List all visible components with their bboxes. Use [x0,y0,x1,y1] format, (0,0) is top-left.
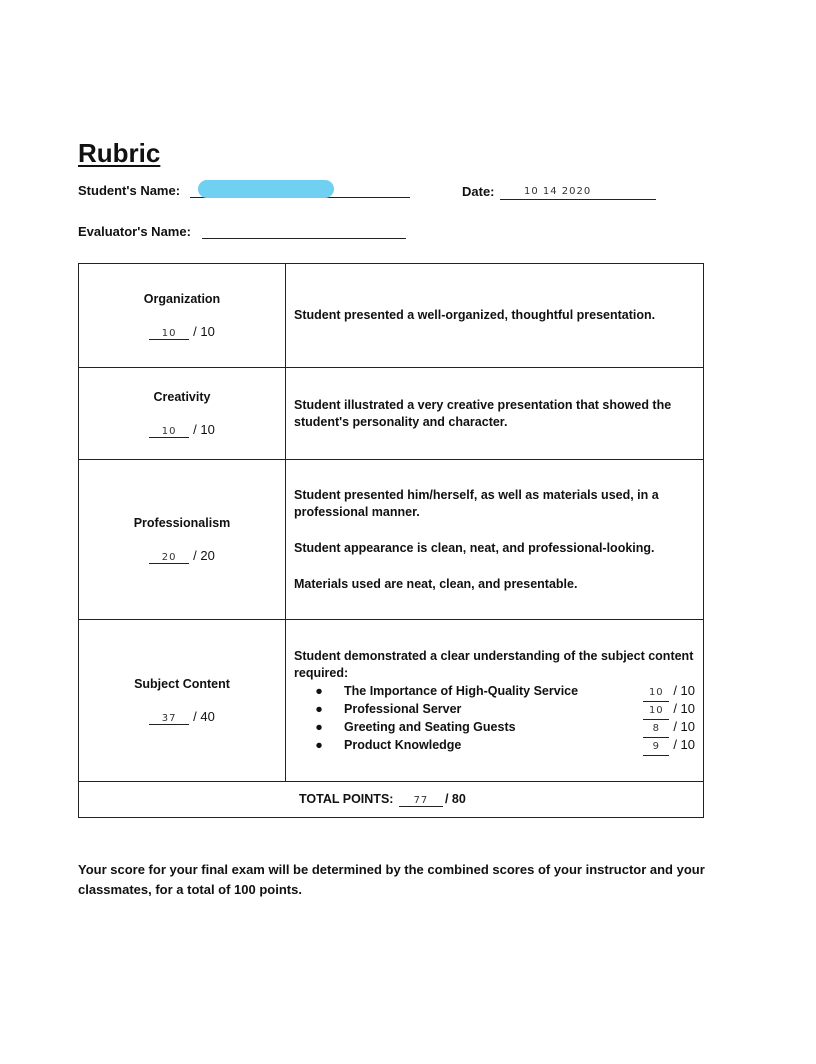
list-item [294,718,695,736]
criterion-score [149,548,215,563]
item-score-max: / 10 [673,682,695,698]
criterion-name: Organization [143,291,221,306]
item-score-value: 10 [643,684,669,702]
criterion-description [286,264,704,368]
score-max: / 20 [193,547,215,563]
score-value: 10 [149,328,189,340]
criterion-description [286,460,704,620]
criterion-score [149,709,215,724]
item-score [625,718,695,738]
criterion-row-creativity [79,368,704,460]
bullet-icon: ● [315,701,323,716]
date-label: Date: [462,184,495,199]
bullet-icon: ● [315,719,323,734]
score-value: 37 [149,713,189,725]
student-name-label: Student's Name: [78,183,181,198]
description-line: Student presented a well-organized, thoughtful presentation. [294,308,656,322]
criterion-cell [79,460,286,620]
rubric-table [78,263,704,818]
description-line: Student illustrated a very creative presentation that showed the student's personality and character. [294,397,672,429]
list-item [294,700,695,718]
score-max: / 10 [193,323,215,339]
criterion-name: Subject Content [134,676,230,691]
total-points [79,782,704,818]
criterion-cell [79,368,286,460]
description-line: Student demonstrated a clear understanding of the subject content required: [294,648,694,680]
description-line: Materials used are neat, clean, and presentable. [294,576,578,591]
item-label: Product Knowledge [344,737,462,752]
score-value: 20 [149,552,189,564]
item-score [625,736,695,756]
item-score [625,700,695,720]
criterion-row-organization [79,264,704,368]
criterion-cell [79,620,286,782]
criterion-cell [79,264,286,368]
item-score-max: / 10 [673,736,695,752]
description-line: Student presented him/herself, as well as materials used, in a professional manner. [294,487,659,519]
footnote: Your score for your final exam will be determined by the combined scores of your instructor and your classmates, for a total of 100 points. [78,862,705,897]
item-label: Greeting and Seating Guests [344,719,516,734]
evaluator-name-label: Evaluator's Name: [78,224,191,239]
criterion-description [286,620,704,782]
criterion-name: Professionalism [133,515,231,530]
criterion-score [149,324,215,339]
date-value: 10 14 2020 [524,186,592,197]
item-score-value: 9 [643,738,669,756]
criterion-name: Creativity [153,389,211,404]
item-label: The Importance of High-Quality Service [344,683,579,698]
item-score-max: / 10 [673,718,695,734]
score-max: / 10 [193,421,215,437]
bullet-icon: ● [315,683,323,698]
total-max: / 80 [444,792,466,806]
page-title: Rubric [78,138,161,168]
bullet-icon: ● [315,737,323,752]
item-score-value: 10 [643,702,669,720]
list-item [294,682,695,700]
criterion-score [149,422,215,437]
evaluator-name-line [202,238,406,239]
item-label: Professional Server [344,701,462,716]
description-line: Student appearance is clean, neat, and professional-looking. [294,540,655,555]
content-item-list [294,682,695,754]
total-label: TOTAL POINTS: [299,792,394,806]
criterion-description [286,368,704,460]
item-score-max: / 10 [673,700,695,716]
item-score-value: 8 [643,720,669,738]
date-line [500,199,656,200]
item-score [625,682,695,702]
total-row [79,782,704,818]
score-value: 10 [149,426,189,438]
student-name-redaction [198,180,334,198]
criterion-row-professionalism [79,460,704,620]
criterion-row-subject-content [79,620,704,782]
score-max: / 40 [193,708,215,724]
list-item [294,736,695,754]
total-score: 77 [399,795,443,807]
